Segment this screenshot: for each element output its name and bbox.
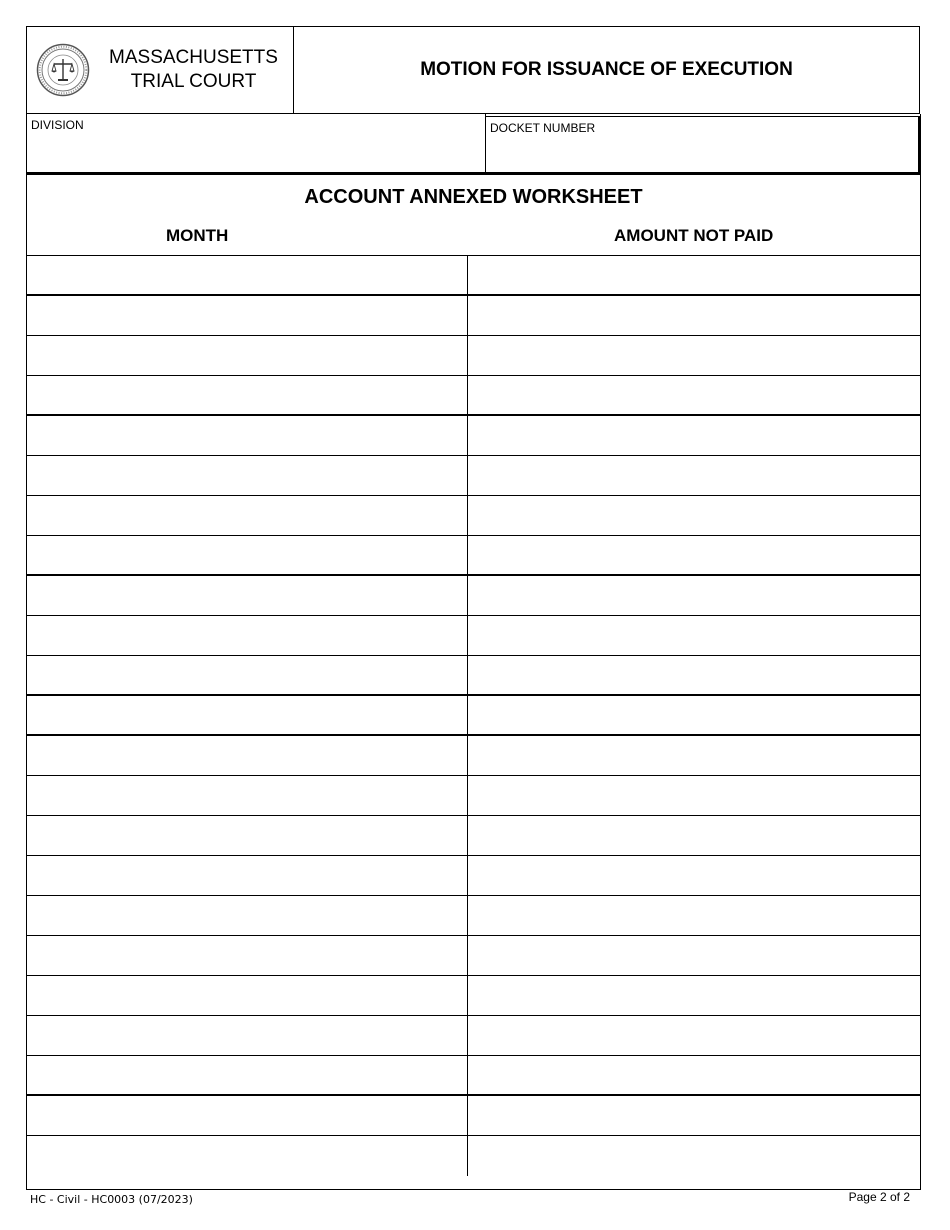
amount-not-paid-cell[interactable] bbox=[468, 296, 920, 335]
amount-not-paid-cell[interactable] bbox=[468, 896, 920, 935]
amount-not-paid-cell[interactable] bbox=[468, 736, 920, 775]
table-row bbox=[27, 1016, 920, 1056]
amount-not-paid-cell[interactable] bbox=[468, 496, 920, 535]
amount-not-paid-cell[interactable] bbox=[468, 656, 920, 694]
amount-not-paid-cell[interactable] bbox=[468, 376, 920, 414]
month-cell[interactable] bbox=[27, 656, 468, 694]
month-cell[interactable] bbox=[27, 256, 468, 294]
division-field[interactable] bbox=[27, 114, 486, 172]
worksheet-header bbox=[27, 175, 920, 256]
month-cell[interactable] bbox=[27, 696, 468, 734]
month-cell[interactable] bbox=[27, 816, 468, 855]
month-cell[interactable] bbox=[27, 736, 468, 775]
case-info-row bbox=[26, 114, 921, 173]
amount-not-paid-cell[interactable] bbox=[468, 616, 920, 655]
court-name bbox=[90, 46, 293, 94]
form-code: HC - Civil - HC0003 (07/2023) bbox=[30, 1193, 193, 1206]
table-row bbox=[27, 296, 920, 336]
form-title: MOTION FOR ISSUANCE OF EXECUTION bbox=[420, 59, 793, 80]
table-row bbox=[27, 896, 920, 936]
table-row bbox=[27, 816, 920, 856]
table-row bbox=[27, 496, 920, 536]
table-row bbox=[27, 376, 920, 416]
table-row bbox=[27, 656, 920, 696]
account-worksheet bbox=[26, 173, 921, 1190]
month-cell[interactable] bbox=[27, 616, 468, 655]
court-name-line1: MASSACHUSETTS bbox=[109, 47, 278, 68]
amount-not-paid-cell[interactable] bbox=[468, 336, 920, 375]
amount-not-paid-cell[interactable] bbox=[468, 536, 920, 574]
month-cell[interactable] bbox=[27, 296, 468, 335]
month-column-header: MONTH bbox=[166, 226, 229, 245]
table-row bbox=[27, 256, 920, 296]
division-label: DIVISION bbox=[31, 118, 84, 132]
page-number: Page 2 of 2 bbox=[848, 1190, 910, 1204]
docket-number-label: DOCKET NUMBER bbox=[490, 121, 596, 135]
amount-not-paid-cell[interactable] bbox=[468, 256, 920, 294]
form-header bbox=[26, 26, 920, 114]
table-row bbox=[27, 536, 920, 576]
month-cell[interactable] bbox=[27, 896, 468, 935]
amount-not-paid-cell[interactable] bbox=[468, 976, 920, 1015]
table-row bbox=[27, 1056, 920, 1096]
table-row bbox=[27, 616, 920, 656]
month-cell[interactable] bbox=[27, 1096, 468, 1135]
month-cell[interactable] bbox=[27, 936, 468, 975]
amount-not-paid-cell[interactable] bbox=[468, 1056, 920, 1094]
amount-not-paid-cell[interactable] bbox=[468, 696, 920, 734]
amount-not-paid-cell[interactable] bbox=[468, 1136, 920, 1176]
table-row bbox=[27, 576, 920, 616]
amount-not-paid-cell[interactable] bbox=[468, 856, 920, 895]
amount-not-paid-cell[interactable] bbox=[468, 416, 920, 455]
table-row bbox=[27, 1096, 920, 1136]
court-logo-block bbox=[27, 27, 294, 113]
month-cell[interactable] bbox=[27, 496, 468, 535]
month-cell[interactable] bbox=[27, 336, 468, 375]
worksheet-rows bbox=[27, 256, 920, 1176]
amount-not-paid-cell[interactable] bbox=[468, 1096, 920, 1135]
month-cell[interactable] bbox=[27, 576, 468, 615]
month-cell[interactable] bbox=[27, 1016, 468, 1055]
worksheet-title: ACCOUNT ANNEXED WORKSHEET bbox=[304, 186, 643, 208]
amount-not-paid-cell[interactable] bbox=[468, 456, 920, 495]
table-row bbox=[27, 336, 920, 376]
amount-not-paid-cell[interactable] bbox=[468, 776, 920, 815]
table-row bbox=[27, 776, 920, 816]
table-row bbox=[27, 936, 920, 976]
table-row bbox=[27, 416, 920, 456]
month-cell[interactable] bbox=[27, 1136, 468, 1176]
amount-not-paid-cell[interactable] bbox=[468, 1016, 920, 1055]
amount-not-paid-cell[interactable] bbox=[468, 576, 920, 615]
month-cell[interactable] bbox=[27, 1056, 468, 1094]
amount-column-header: AMOUNT NOT PAID bbox=[614, 226, 774, 245]
amount-not-paid-cell[interactable] bbox=[468, 936, 920, 975]
table-row bbox=[27, 736, 920, 776]
table-row bbox=[27, 976, 920, 1016]
table-row bbox=[27, 696, 920, 736]
month-cell[interactable] bbox=[27, 776, 468, 815]
amount-not-paid-cell[interactable] bbox=[468, 816, 920, 855]
month-cell[interactable] bbox=[27, 976, 468, 1015]
table-row bbox=[27, 1136, 920, 1176]
month-cell[interactable] bbox=[27, 536, 468, 574]
table-row bbox=[27, 456, 920, 496]
table-row bbox=[27, 856, 920, 896]
month-cell[interactable] bbox=[27, 456, 468, 495]
month-cell[interactable] bbox=[27, 416, 468, 455]
month-cell[interactable] bbox=[27, 376, 468, 414]
docket-number-field[interactable] bbox=[486, 116, 920, 172]
month-cell[interactable] bbox=[27, 856, 468, 895]
court-seal-icon bbox=[36, 43, 90, 97]
court-name-line2: TRIAL COURT bbox=[130, 71, 257, 92]
